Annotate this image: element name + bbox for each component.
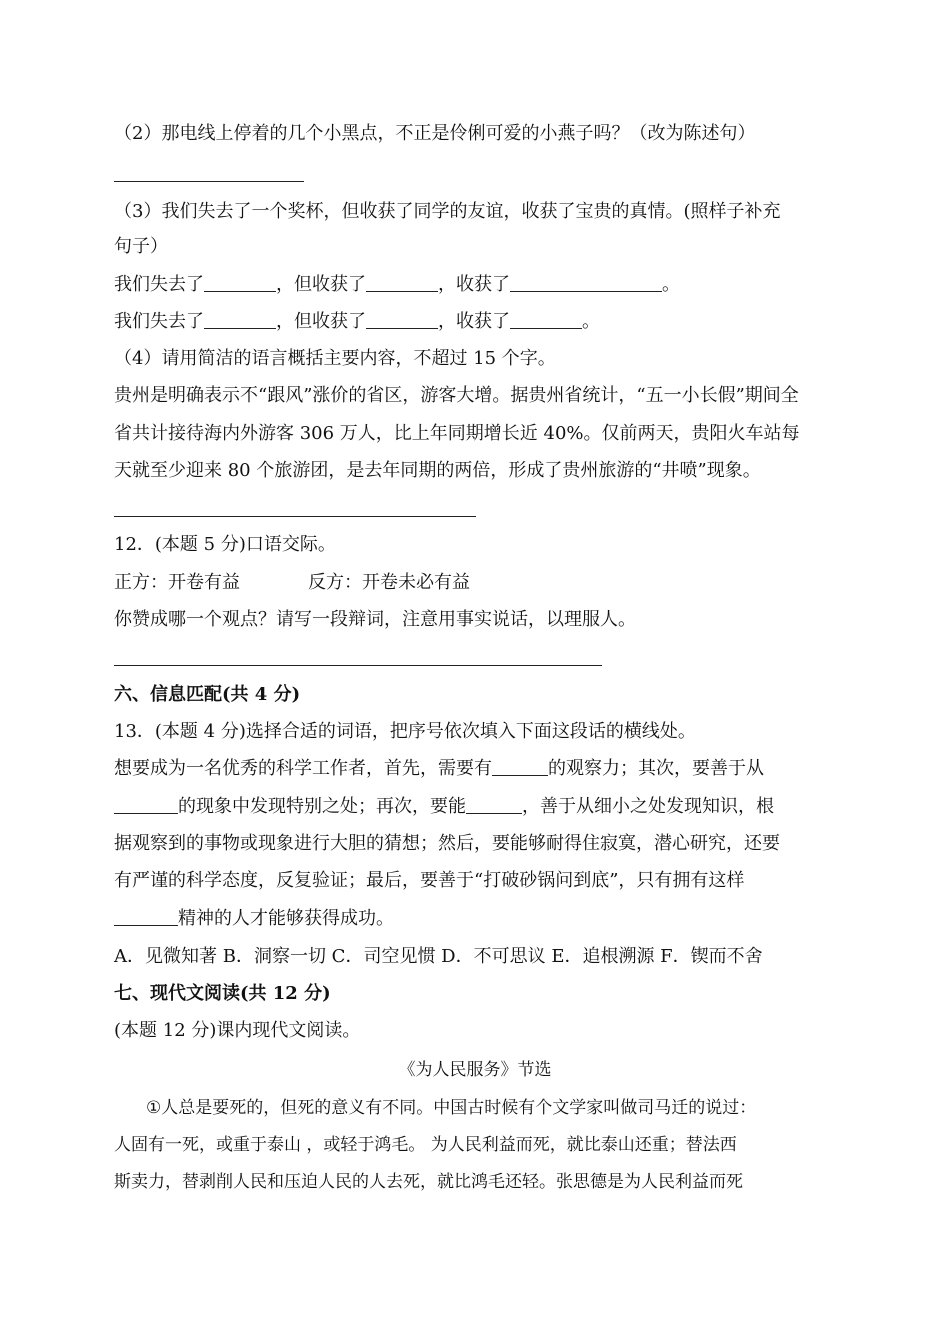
fill-sentence-1 xyxy=(114,273,680,297)
answer-line xyxy=(114,665,602,666)
fill-blank[interactable] xyxy=(466,795,522,814)
fill-text: ，收获了 xyxy=(438,311,510,332)
q13-text: 想要成为一名优秀的科学工作者，首先，需要有 xyxy=(114,758,492,779)
fill-text: 我们失去了 xyxy=(114,274,204,295)
q13-text: 的观察力；其次，要善于从 xyxy=(548,758,764,779)
question-11-part-2: （2）那电线上停着的几个小黑点，不正是伶俐可爱的小燕子吗？（改为陈述句） xyxy=(114,123,756,144)
fill-blank[interactable] xyxy=(366,273,438,292)
fill-text: ，但收获了 xyxy=(276,274,366,295)
q13-text: 的现象中发现特别之处；再次，要能 xyxy=(178,796,466,817)
q13-text: 精神的人才能够获得成功。 xyxy=(178,908,394,929)
fill-blank[interactable] xyxy=(492,757,548,776)
fill-blank[interactable] xyxy=(510,310,582,329)
passage-line-2: 省共计接待海内外游客 306 万人，比上年同期增长近 40%。仅前两天，贵阳火车站每 xyxy=(114,423,800,444)
answer-line xyxy=(114,181,304,182)
fill-blank[interactable] xyxy=(366,310,438,329)
q13-line-3: 据观察到的事物或现象进行大胆的猜想；然后，要能够耐得住寂寞，潜心研究，还要 xyxy=(114,833,780,854)
answer-line xyxy=(114,516,476,517)
q13-line-4: 有严谨的科学态度，反复验证；最后，要善于“打破砂锅问到底”，只有拥有这样 xyxy=(114,870,745,891)
passage-paragraph-line-3: 斯卖力，替剥削人民和压迫人民的人去死，就比鸿毛还轻。张思德是为人民利益而死 xyxy=(114,1172,743,1192)
q13-text: ，善于从细小之处发现知识，根 xyxy=(522,796,774,817)
fill-sentence-2 xyxy=(114,310,600,334)
fill-text: 。 xyxy=(662,274,680,295)
fill-text: ，但收获了 xyxy=(276,311,366,332)
passage-paragraph-line-2: 人固有一死，或重于泰山 ，或轻于鸿毛。 为人民利益而死，就比泰山还重；替法西 xyxy=(114,1135,737,1155)
passage-paragraph-line-1: ①人总是要死的，但死的意义有不同。中国古时候有个文学家叫做司马迁的说过： xyxy=(146,1098,757,1118)
con-side: 反方：开卷未必有益 xyxy=(308,572,470,593)
fill-text: 我们失去了 xyxy=(114,311,204,332)
passage-line-3: 天就至少迎来 80 个旅游团，是去年同期的两倍，形成了贵州旅游的“井喷”现象。 xyxy=(114,460,761,481)
question-13-title: 13．(本题 4 分)选择合适的词语，把序号依次填入下面这段话的横线处。 xyxy=(114,721,696,742)
q13-options: A．见微知著 B．洞察一切 C．司空见惯 D．不可思议 E．追根溯源 F．锲而不舍 xyxy=(114,946,763,967)
section-7-intro: (本题 12 分)课内现代文阅读。 xyxy=(114,1020,361,1041)
question-11-part-3-cont: 句子） xyxy=(114,236,168,257)
question-12-prompt: 你赞成哪一个观点？请写一段辩词，注意用事实说话，以理服人。 xyxy=(114,609,636,630)
fill-blank[interactable] xyxy=(204,273,276,292)
fill-blank[interactable] xyxy=(114,907,178,926)
question-11-part-3: （3）我们失去了一个奖杯，但收获了同学的友谊，收获了宝贵的真情。(照样子补充 xyxy=(114,201,781,222)
passage-title: 《为人民服务》节选 xyxy=(398,1060,552,1080)
pro-side: 正方：开卷有益 xyxy=(114,572,240,593)
fill-text: ，收获了 xyxy=(438,274,510,295)
section-6-heading: 六、信息匹配(共 4 分) xyxy=(114,684,301,705)
question-12-title: 12．(本题 5 分)口语交际。 xyxy=(114,534,336,555)
fill-blank[interactable] xyxy=(510,273,662,292)
q13-line-2 xyxy=(114,795,774,819)
question-11-part-4: （4）请用简洁的语言概括主要内容，不超过 15 个字。 xyxy=(114,348,556,369)
q13-line-5 xyxy=(114,907,394,931)
q13-line-1 xyxy=(114,757,764,781)
section-7-heading: 七、现代文阅读(共 12 分) xyxy=(114,983,331,1004)
fill-text: 。 xyxy=(582,311,600,332)
debate-sides xyxy=(114,571,470,595)
fill-blank[interactable] xyxy=(114,795,178,814)
fill-blank[interactable] xyxy=(204,310,276,329)
passage-line-1: 贵州是明确表示不“跟风”涨价的省区，游客大增。据贵州省统计，“五一小长假”期间全 xyxy=(114,385,799,406)
